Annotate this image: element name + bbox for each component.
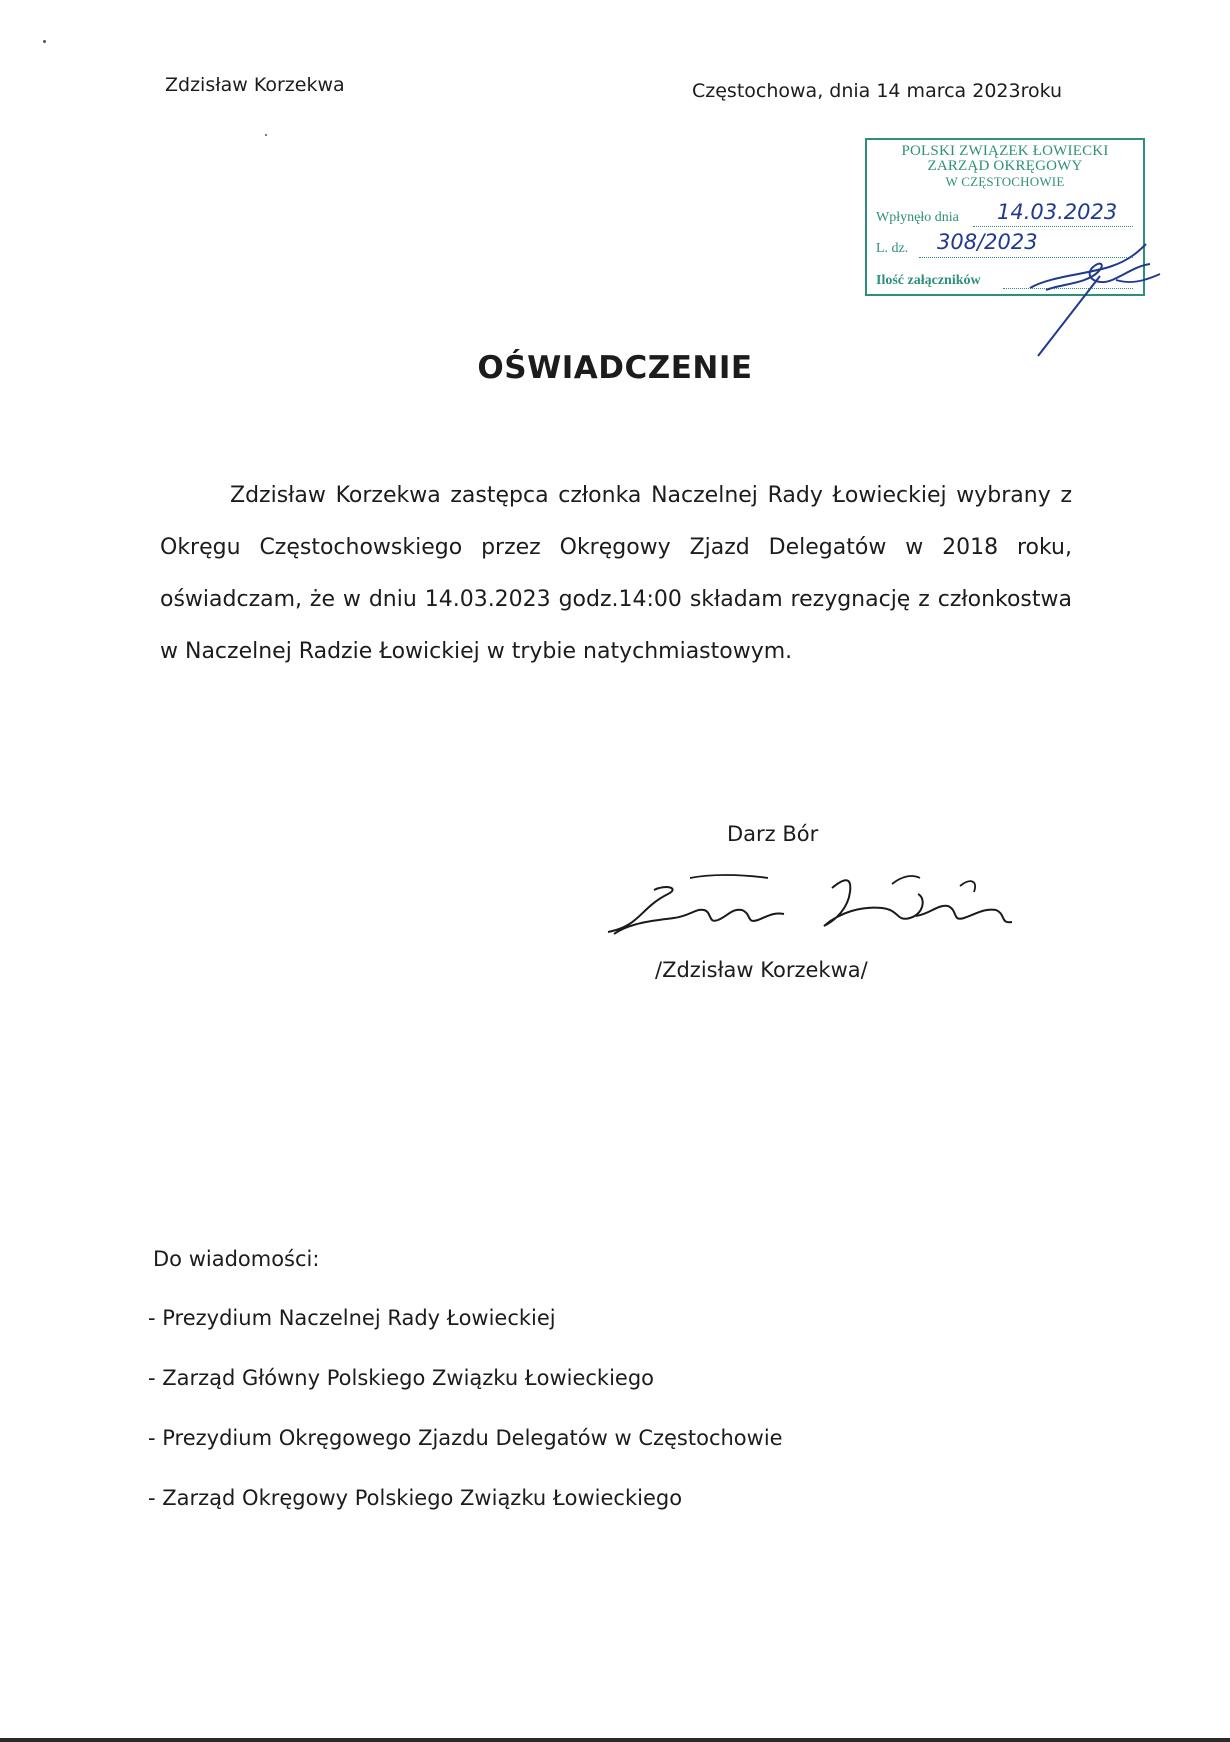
cc-recipient: - Prezydium Naczelnej Rady Łowieckiej bbox=[148, 1306, 556, 1330]
stamp-received-value: 14.03.2023 bbox=[997, 200, 1118, 224]
document-title: OŚWIADCZENIE bbox=[477, 350, 753, 386]
closing-greeting: Darz Bór bbox=[727, 822, 819, 846]
stamp-line-org: POLSKI ZWIĄZEK ŁOWIECKI bbox=[901, 143, 1109, 159]
stamp-received-dots bbox=[973, 226, 1133, 227]
cc-heading: Do wiadomości: bbox=[153, 1247, 320, 1271]
stamp-line-city: W CZĘSTOCHOWIE bbox=[945, 174, 1065, 189]
stamp-received-label: Wpłynęło dnia bbox=[876, 210, 959, 225]
scan-speck bbox=[43, 40, 46, 43]
stamp-attachments-label: Ilość załączników bbox=[876, 273, 981, 288]
sender-name: Zdzisław Korzekwa bbox=[165, 74, 345, 96]
cc-recipient: - Zarząd Główny Polskiego Związku Łowieckiego bbox=[148, 1366, 655, 1390]
statement-body: Zdzisław Korzekwa zastępca członka Naczelnej Rady Łowieckiej wybrany z Okręgu Częstochowskiego przez Okręgowy Zjazd Delegatów w 2018 roku, oświadczam, że w dniu 14.03.2023 godz.14:00 składam rezygnację z członkostwa w Naczelnej Radzie Łowickiej w trybie natychmiastowym. bbox=[160, 483, 1072, 664]
scan-speck bbox=[265, 134, 267, 136]
handwritten-signature bbox=[600, 868, 1020, 948]
stamp-line-board: ZARZĄD OKRĘGOWY bbox=[927, 158, 1083, 174]
stamp-initials-scribble bbox=[1020, 240, 1180, 360]
stamp-ref-value: 308/2023 bbox=[937, 230, 1038, 254]
stamp-ref-label: L. dz. bbox=[876, 241, 909, 256]
place-and-date: Częstochowa, dnia 14 marca 2023roku bbox=[692, 80, 1063, 102]
cc-recipient: - Zarząd Okręgowy Polskiego Związku Łowieckiego bbox=[148, 1486, 683, 1510]
signatory-name: /Zdzisław Korzekwa/ bbox=[655, 958, 868, 982]
cc-recipient: - Prezydium Okręgowego Zjazdu Delegatów w Częstochowie bbox=[148, 1426, 783, 1450]
scan-bottom-edge bbox=[0, 1738, 1230, 1742]
